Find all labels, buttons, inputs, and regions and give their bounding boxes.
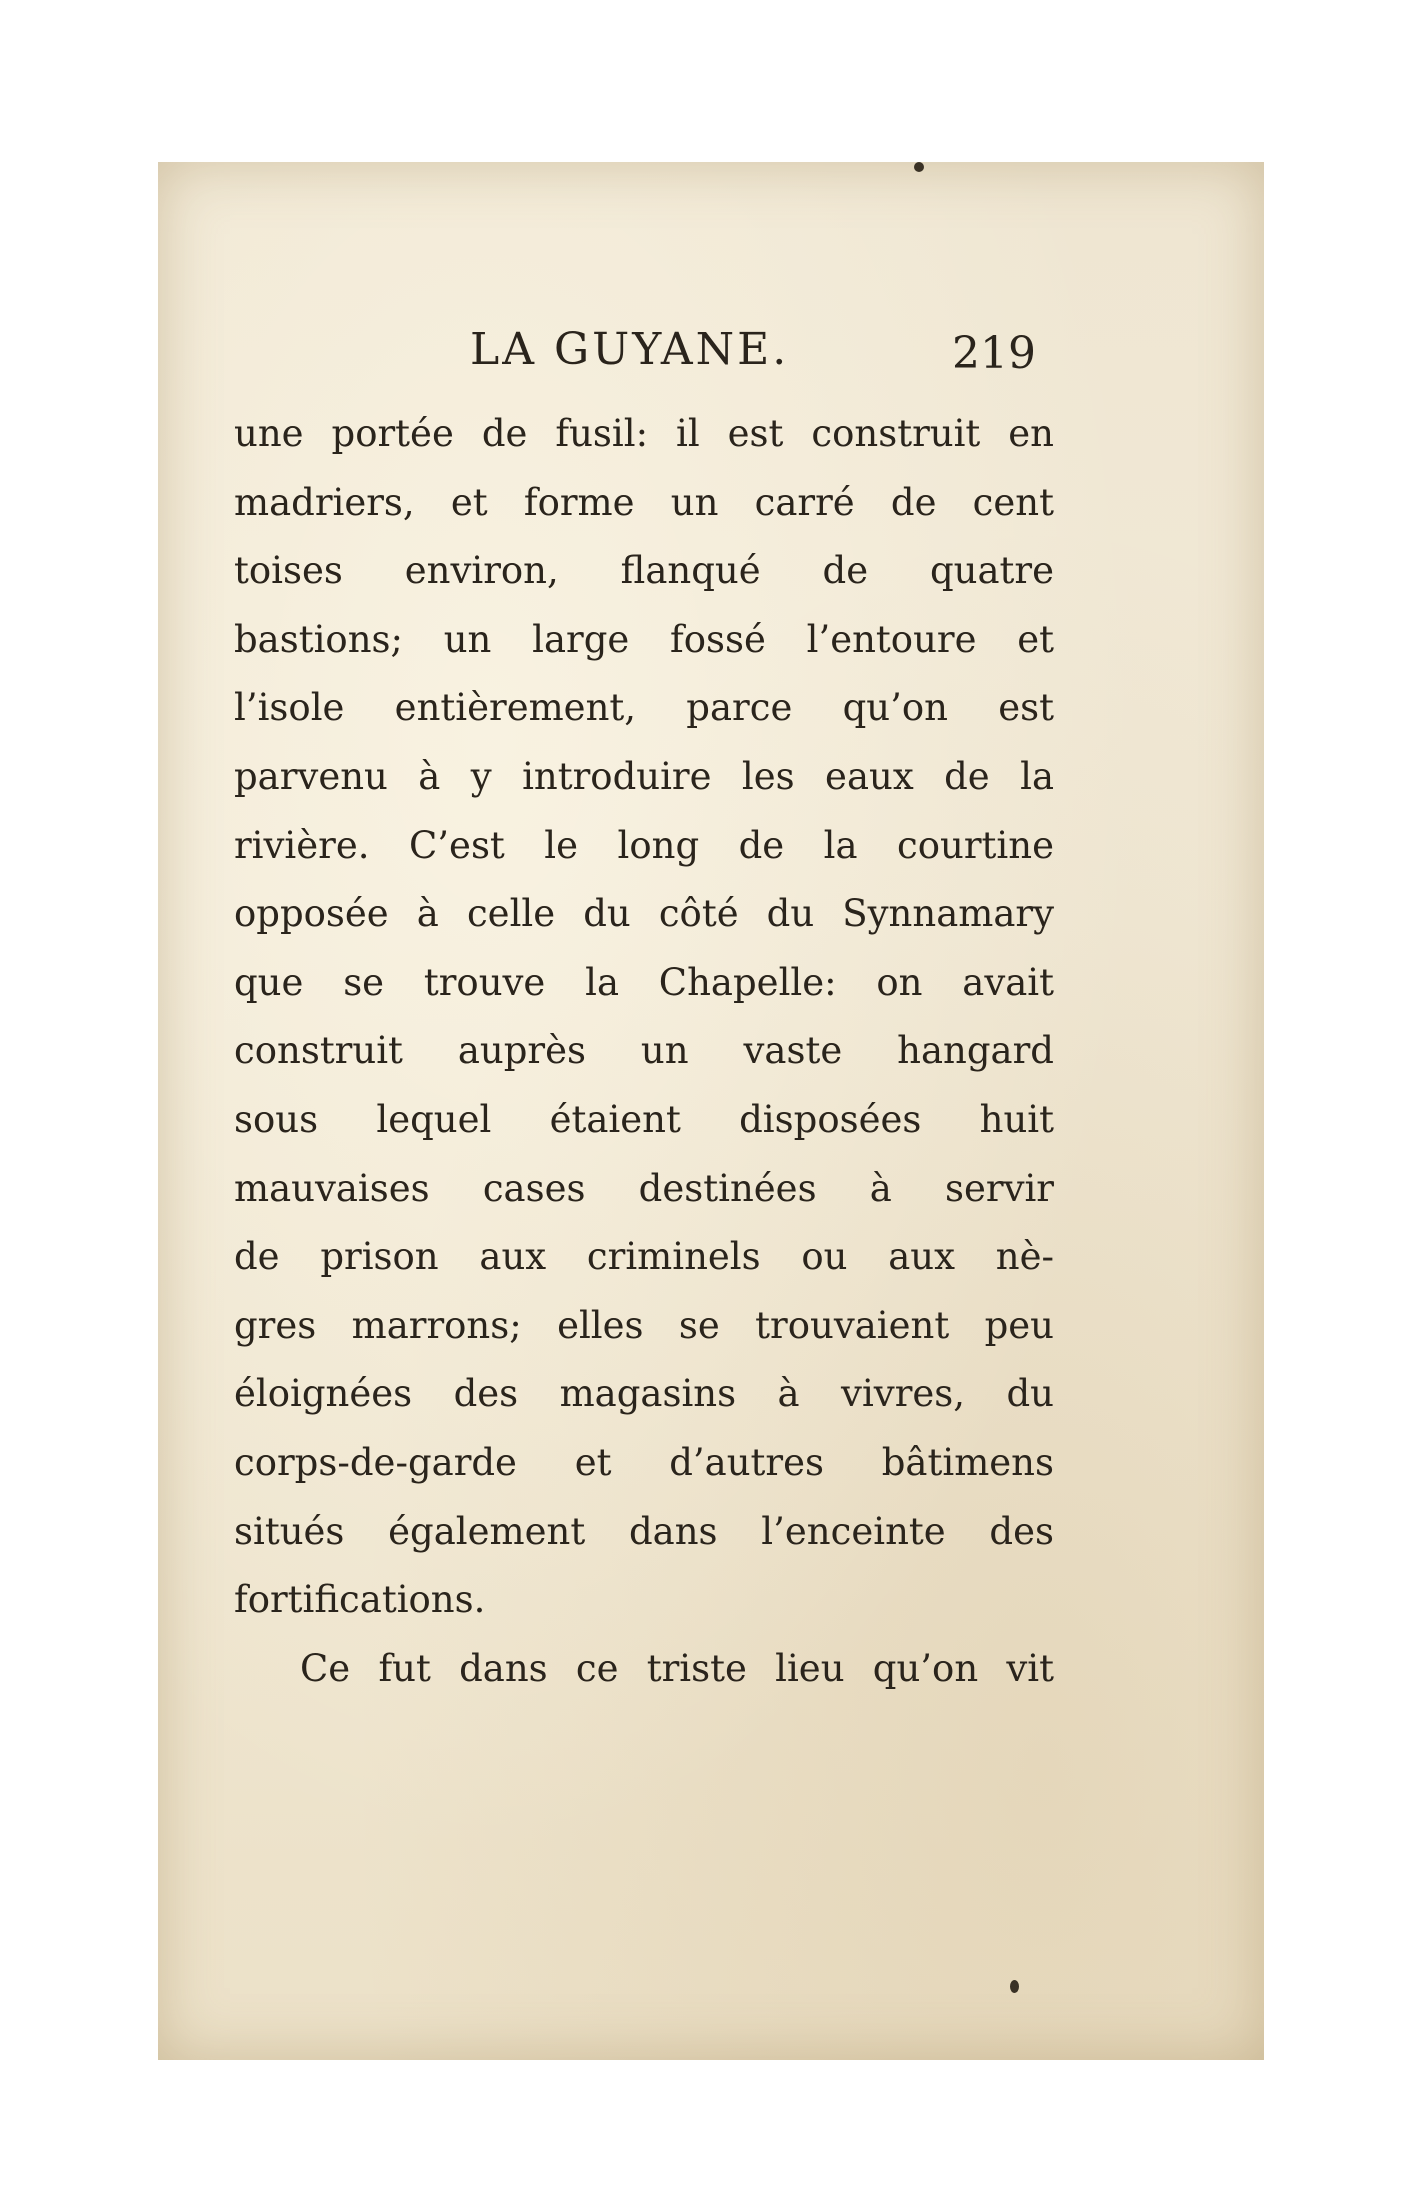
text-line: fortifications. [234, 1578, 486, 1622]
text-line: situés également dans l’enceinte des [234, 1509, 1054, 1553]
page-number: 219 [952, 328, 1036, 379]
text-line: madriers, et forme un carré de cent [234, 480, 1054, 524]
text-line: gres marrons; elles se trouvaient peu [234, 1303, 1054, 1347]
text-line: éloignées des magasins à vivres, du [234, 1372, 1054, 1416]
running-head: LA GUYANE. [470, 324, 790, 375]
page-header [158, 324, 1264, 384]
text-line: que se trouve la Chapelle: on avait [234, 960, 1054, 1004]
text-line: rivière. C’est le long de la courtine [234, 823, 1054, 867]
text-line: opposée à celle du côté du Synnamary [234, 892, 1054, 936]
text-line: corps-de-garde et d’autres bâtimens [234, 1440, 1054, 1484]
text-line: l’isole entièrement, parce qu’on est [234, 686, 1054, 730]
ink-spot [914, 162, 924, 172]
text-line: parvenu à y introduire les eaux de la [234, 754, 1054, 798]
text-line: toises environ, flanqué de quatre [234, 549, 1054, 593]
text-line: une portée de fusil: il est construit en [234, 412, 1054, 455]
text-line: sous lequel étaient disposées huit [234, 1097, 1054, 1141]
ink-spot [1010, 1980, 1019, 1993]
text-line: de prison aux criminels ou aux nè- [234, 1235, 1054, 1279]
text-line: bastions; un large fossé l’entoure et [234, 617, 1054, 661]
body-text [234, 400, 1054, 1703]
book-page [158, 162, 1264, 2060]
text-line: construit auprès un vaste hangard [234, 1029, 1054, 1073]
text-line: mauvaises cases destinées à servir [234, 1166, 1054, 1210]
text-line: Ce fut dans ce triste lieu qu’on vit [300, 1646, 1054, 1690]
